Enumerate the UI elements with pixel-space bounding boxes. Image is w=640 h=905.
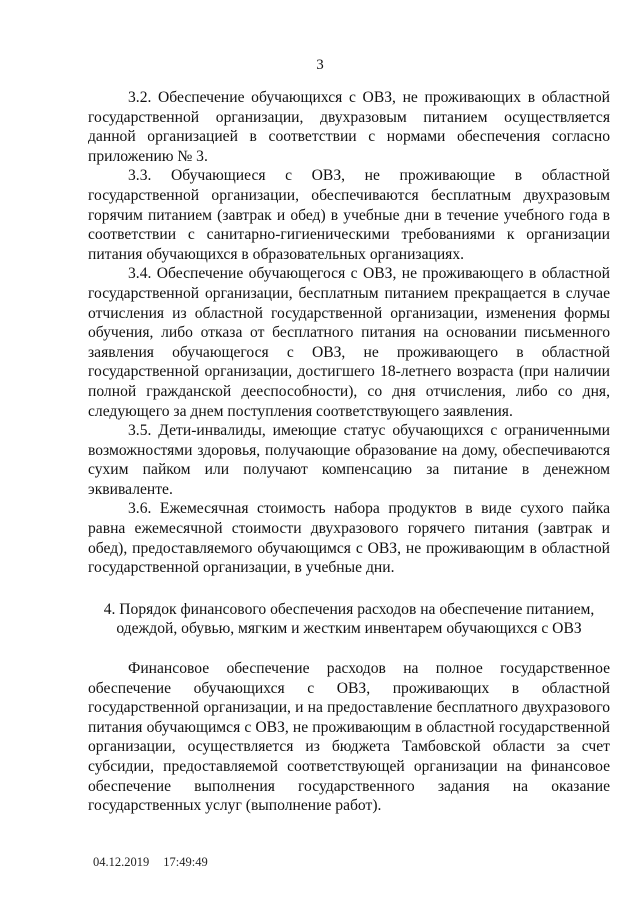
footer-time: 17:49:49 bbox=[163, 855, 208, 869]
paragraph-3-2: 3.2. Обеспечение обучающихся с ОВЗ, не проживающих в областной государственной организации, двухразовым питанием осуществляется данной организацией в соответствии с нормами обеспечения согласно приложению № 3. bbox=[88, 89, 610, 165]
page-number: 3 bbox=[316, 57, 324, 73]
footer-date: 04.12.2019 bbox=[93, 855, 150, 869]
section-4-heading: 4. Порядок финансового обеспечения расходов на обеспечение питанием, одеждой, обувью, мягким и жестким инвентарем обучающихся с ОВЗ bbox=[103, 600, 595, 638]
paragraph-3-4: 3.4. Обеспечение обучающегося с ОВЗ, не проживающего в областной государственной организации, бесплатным питанием прекращается в случае отчисления из областной государственной организации, изменения формы обучения, либо отказа от бесплатного питания на основании письменного заявления обучающегося с ОВЗ, не проживающего в областной государственной организации, достигшего 18-летнего возраста (при наличии полной гражданской дееспособности), со дня отчисления, либо со дня, следующего за днем поступления соответствующего заявления. bbox=[88, 265, 610, 420]
footer-timestamp bbox=[93, 855, 208, 870]
paragraph-3-3: 3.3. Обучающиеся с ОВЗ, не проживающие в областной государственной организации, обеспечиваются бесплатным двухразовым горячим питанием (завтрак и обед) в учебные дни в течение учебного года в соответствии с санитарно-гигиеническими требованиями к организации питания обучающихся в образовательных организациях. bbox=[88, 167, 610, 263]
paragraph-3-5: 3.5. Дети-инвалиды, имеющие статус обучающихся с ограниченными возможностями здоровья, получающие образование на дому, обеспечиваются сухим пайком или получают компенсацию за питание в денежном эквиваленте. bbox=[88, 422, 610, 498]
document-body bbox=[88, 88, 610, 816]
paragraph-3-6: 3.6. Ежемесячная стоимость набора продуктов в виде сухого пайка равна ежемесячной стоимости двухразового горячего питания (завтрак и обед), предоставляемого обучающимся с ОВЗ, не проживающим в областной государственной организации, в учебные дни. bbox=[88, 500, 610, 577]
paragraph-4-body: Финансовое обеспечение расходов на полное государственное обеспечение обучающихся с ОВЗ, проживающих в областной государственной организации, и на предоставление бесплатного двухразового питания обучающимся с ОВЗ, не проживающим в областной государственной организации, осуществляется из бюджета Тамбовской области за счет субсидии, предоставляемой соответствующей организации на финансовое обеспечение выполнения государственного задания на оказание государственных услуг (выполнение работ). bbox=[88, 660, 610, 815]
